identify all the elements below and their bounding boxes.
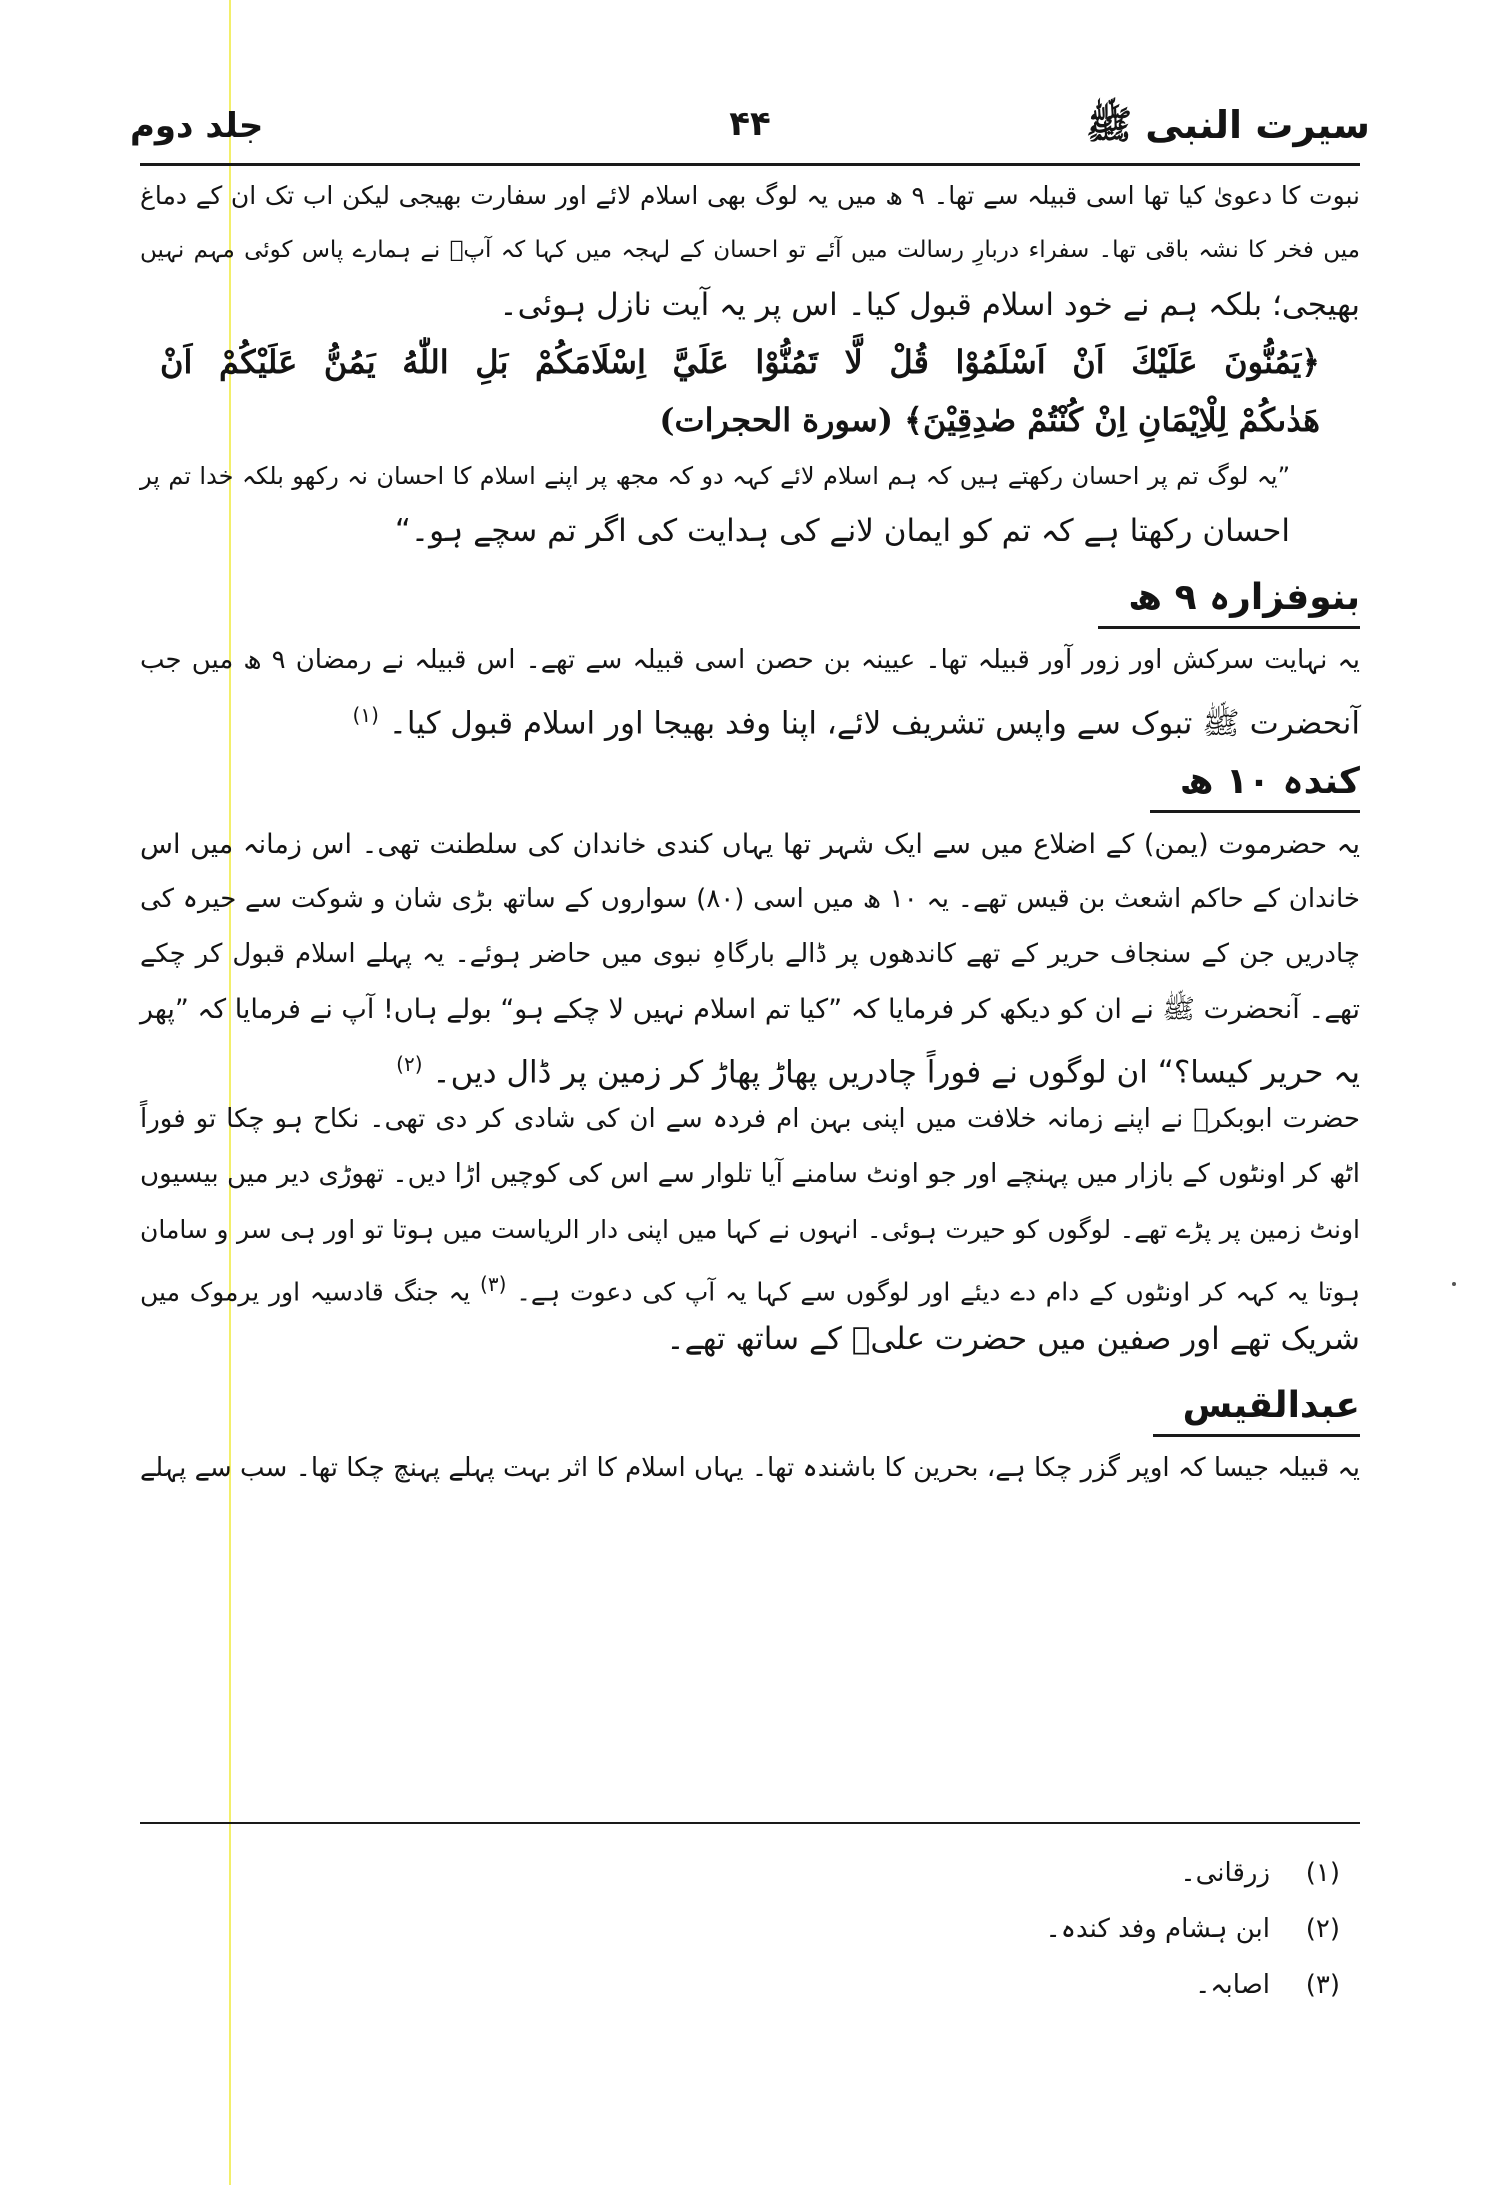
text-line: بھیجی؛ بلکہ ہم نے خود اسلام قبول کیا۔ اس پر یہ آیت نازل ہوئی۔ bbox=[499, 287, 1360, 323]
footnote-ref: (۳) bbox=[480, 1272, 507, 1296]
text-line bbox=[140, 688, 1360, 743]
footnote-rule bbox=[140, 1822, 1360, 1824]
page-number: ۴۴ bbox=[729, 104, 771, 144]
text-line bbox=[140, 1257, 1360, 1312]
footnote-ref: (۱) bbox=[352, 703, 379, 727]
footnote-number: (۱) bbox=[1305, 1858, 1340, 1888]
text-line: خاندان کے حاکم اشعث بن قیس تھے۔ یہ ۱۰ ھ میں اسی (۸۰) سواروں کے ساتھ بڑی شان و شوکت سے حیرہ کی bbox=[140, 884, 1361, 914]
running-header bbox=[130, 98, 1370, 164]
text-line: چادریں جن کے سنجاف حریر کے تھے کاندھوں پر ڈالے بارگاہِ نبوی میں حاضر ہوئے۔ یہ پہلے اسلام قبول کر چکے bbox=[140, 939, 1360, 969]
heading-text: عبدالقیس bbox=[1153, 1378, 1360, 1437]
line-text: ہوتا یہ کہہ کر اونٹوں کے دام دے دیئے اور لوگوں سے کہا یہ آپ کی دعوت ہے۔ bbox=[516, 1277, 1361, 1307]
header-rule bbox=[140, 163, 1360, 166]
text-line: یہ حضرموت (یمن) کے اضلاع میں سے ایک شہر تھا یہاں کندی خاندان کی سلطنت تھی۔ اس زمانہ میں اس bbox=[140, 829, 1360, 860]
ink-dot bbox=[1452, 1282, 1456, 1286]
quran-verse-line: هَدٰىكُمْ لِلْاِيْمَانِ اِنْ كُنْتُمْ صٰدِقِيْنَ﴾ (سورة الحجرات) bbox=[659, 401, 1320, 439]
text-line: اونٹ زمین پر پڑے تھے۔ لوگوں کو حیرت ہوئی۔ انہوں نے کہا میں اپنی دار الریاست میں ہوتا تو اور ہی سر و سامان bbox=[140, 1215, 1360, 1244]
footnote-number: (۳) bbox=[1305, 1970, 1340, 2000]
translation-line: احسان رکھتا ہے کہ تم کو ایمان لانے کی ہدایت کی اگر تم سچے ہو۔“ bbox=[394, 513, 1290, 549]
footnote bbox=[1046, 1901, 1340, 1957]
footnote-number: (۲) bbox=[1305, 1914, 1340, 1944]
section-heading bbox=[140, 743, 1360, 817]
line-text: آنحضرت ﷺ تبوک سے واپس تشریف لائے، اپنا وفد بھیجا اور اسلام قبول کیا۔ bbox=[388, 705, 1360, 742]
line-text: یہ حریر کیسا؟“ ان لوگوں نے فوراً چادریں پھاڑ پھاڑ کر زمین پر ڈال دیں۔ bbox=[432, 1054, 1360, 1091]
translation-line: ”یہ لوگ تم پر احسان رکھتے ہیں کہ ہم اسلام لائے کہہ دو کہ مجھ پر اپنے اسلام کا احسان نہ رکھو بلکہ خدا تم پر bbox=[140, 462, 1290, 490]
footnote-text: ابن ہشام وفد کندہ۔ bbox=[1045, 1914, 1270, 1944]
text-line: شریک تھے اور صفین میں حضرت علیؓ کے ساتھ تھے۔ bbox=[666, 1321, 1360, 1357]
footnotes bbox=[1046, 1845, 1340, 2013]
main-text bbox=[140, 168, 1360, 1496]
text-line: میں فخر کا نشہ باقی تھا۔ سفراء دربارِ رسالت میں آئے تو احسان کے لہجہ میں کہا کہ آپؐ نے ہمارے پاس کوئی مہم نہیں bbox=[140, 237, 1360, 263]
text-line: یہ قبیلہ جیسا کہ اوپر گزر چکا ہے، بحرین کا باشندہ تھا۔ یہاں اسلام کا اثر بہت پہلے پہنچ چکا تھا۔ سب سے پہلے bbox=[140, 1453, 1360, 1483]
section-heading bbox=[140, 559, 1360, 633]
text-line: یہ نہایت سرکش اور زور آور قبیلہ تھا۔ عیینہ بن حصن اسی قبیلہ سے تھے۔ اس قبیلہ نے رمضان ۹ ھ میں جب bbox=[140, 645, 1360, 675]
text-line bbox=[140, 1037, 1360, 1092]
footnote-ref: (۲) bbox=[396, 1052, 423, 1076]
heading-text: بنوفزارہ ۹ ھ bbox=[1098, 570, 1360, 629]
footnote-text: زرقانی۔ bbox=[1180, 1858, 1270, 1888]
quran-verse-line: ﴿يَمُنُّونَ عَلَيْكَ اَنْ اَسْلَمُوْا قُلْ لَّا تَمُنُّوْا عَلَيَّ اِسْلَامَكُمْ بَلِ اللّٰهُ يَمُنُّ عَلَيْكُمْ اَنْ bbox=[160, 343, 1320, 381]
text-line: اٹھ کر اونٹوں کے بازار میں پہنچے اور جو اونٹ سامنے آیا تلوار سے اس کی کوچیں اڑا دیں۔ تھوڑی دیر میں بیسیوں bbox=[140, 1159, 1360, 1189]
line-text: یہ جنگ قادسیہ اور یرموک میں bbox=[140, 1277, 471, 1307]
text-line: نبوت کا دعویٰ کیا تھا اسی قبیلہ سے تھا۔ ۹ ھ میں یہ لوگ بھی اسلام لائے اور سفارت بھیجی لیکن اب تک ان کے دماغ bbox=[140, 181, 1360, 210]
footnote-text: اصابہ۔ bbox=[1195, 1970, 1270, 2000]
section-heading bbox=[140, 1367, 1360, 1441]
footnote bbox=[1046, 1845, 1340, 1901]
text-line: تھے۔ آنحضرت ﷺ نے ان کو دیکھ کر فرمایا کہ ”کیا تم اسلام نہیں لا چکے ہو“ بولے ہاں! آپ نے فرمایا کہ ”پھر bbox=[140, 994, 1360, 1025]
volume-label: جلد دوم bbox=[130, 106, 264, 146]
heading-text: کندہ ۱۰ ھ bbox=[1150, 754, 1360, 813]
text-line: حضرت ابوبکرؓ نے اپنے زمانہ خلافت میں اپنی بہن ام فردہ سے ان کی شادی کر دی تھی۔ نکاح ہو چکا تو فوراً bbox=[140, 1104, 1360, 1134]
footnote bbox=[1046, 1957, 1340, 2013]
book-title: سیرت النبی ﷺ bbox=[1086, 103, 1370, 147]
